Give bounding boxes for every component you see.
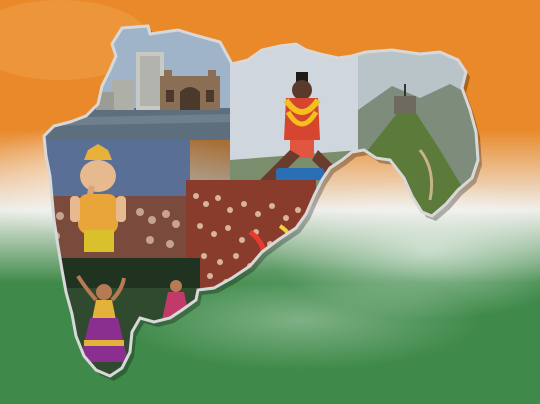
idol-panel <box>40 140 190 260</box>
building <box>112 80 134 110</box>
palanquin <box>276 168 324 180</box>
fort-tower <box>394 96 416 114</box>
gateway-monument <box>160 70 220 110</box>
